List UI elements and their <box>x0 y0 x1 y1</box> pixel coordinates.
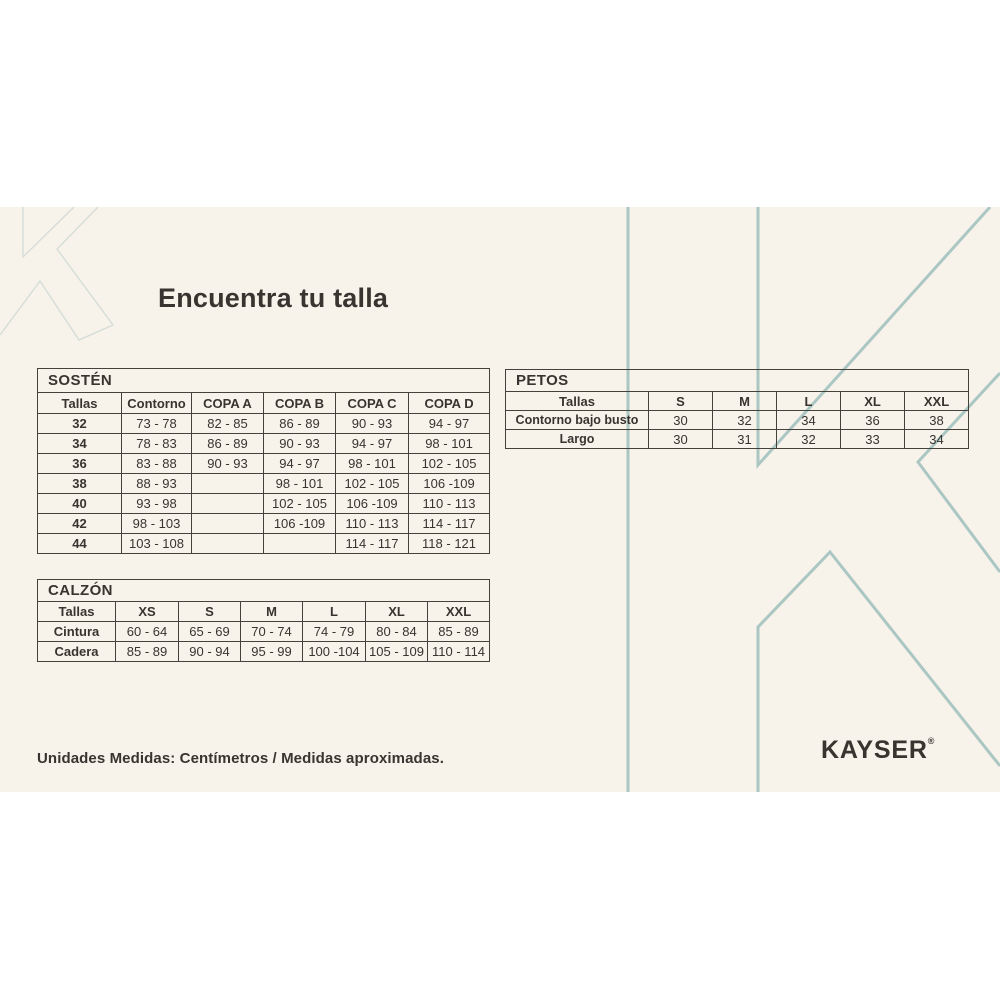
cell: 102 - 105 <box>409 454 490 474</box>
sosten-header-row <box>38 393 490 414</box>
table-row <box>506 430 969 449</box>
row-label: 44 <box>38 534 122 554</box>
table-row <box>38 642 490 662</box>
registered-mark: ® <box>927 736 935 746</box>
cell: 98 - 101 <box>264 474 336 494</box>
cell: 80 - 84 <box>366 622 428 642</box>
cell: 114 - 117 <box>336 534 409 554</box>
row-label: Largo <box>506 430 649 449</box>
cell: 38 <box>905 411 969 430</box>
cell: 106 -109 <box>336 494 409 514</box>
calzon-header-row <box>38 602 490 622</box>
cell: 94 - 97 <box>264 454 336 474</box>
cell: 90 - 93 <box>336 414 409 434</box>
row-label: 32 <box>38 414 122 434</box>
cell: 88 - 93 <box>122 474 192 494</box>
table-row <box>38 474 490 494</box>
cell: 85 - 89 <box>428 622 490 642</box>
cell: 30 <box>649 411 713 430</box>
header-cell: S <box>649 392 713 411</box>
letterbox-top <box>0 0 1000 207</box>
cell: 31 <box>713 430 777 449</box>
cell: 30 <box>649 430 713 449</box>
calzon-table-title: CALZÓN <box>38 580 490 602</box>
cell: 34 <box>777 411 841 430</box>
cell: 94 - 97 <box>336 434 409 454</box>
row-label: 38 <box>38 474 122 494</box>
letterbox-bottom <box>0 792 1000 1000</box>
table-row <box>38 454 490 474</box>
header-cell: M <box>713 392 777 411</box>
table-row <box>38 434 490 454</box>
header-cell: Tallas <box>38 602 116 622</box>
cell: 106 -109 <box>409 474 490 494</box>
cell: 95 - 99 <box>241 642 303 662</box>
cell: 98 - 101 <box>409 434 490 454</box>
header-cell: XL <box>366 602 428 622</box>
petos-header-row <box>506 392 969 411</box>
cell: 60 - 64 <box>116 622 179 642</box>
row-label: Contorno bajo busto <box>506 411 649 430</box>
header-cell: L <box>777 392 841 411</box>
cell: 86 - 89 <box>192 434 264 454</box>
header-cell: XS <box>116 602 179 622</box>
row-label: Cintura <box>38 622 116 642</box>
cell: 86 - 89 <box>264 414 336 434</box>
cell: 102 - 105 <box>336 474 409 494</box>
decor-k-left-icon <box>0 207 113 340</box>
cell: 103 - 108 <box>122 534 192 554</box>
cell: 70 - 74 <box>241 622 303 642</box>
cell: 98 - 101 <box>336 454 409 474</box>
row-label: 42 <box>38 514 122 534</box>
table-row <box>506 411 969 430</box>
calzon-title-row <box>38 580 490 602</box>
cell: 78 - 83 <box>122 434 192 454</box>
cell: 93 - 98 <box>122 494 192 514</box>
row-label: 34 <box>38 434 122 454</box>
petos-title-row <box>506 370 969 392</box>
cell: 90 - 93 <box>264 434 336 454</box>
cell: 32 <box>777 430 841 449</box>
cell <box>192 474 264 494</box>
cell: 118 - 121 <box>409 534 490 554</box>
cell: 100 -104 <box>303 642 366 662</box>
calzon-table <box>37 579 490 662</box>
row-label: 36 <box>38 454 122 474</box>
cell: 65 - 69 <box>179 622 241 642</box>
cell: 110 - 113 <box>336 514 409 534</box>
header-cell: XL <box>841 392 905 411</box>
petos-table <box>505 369 969 449</box>
header-cell: XXL <box>428 602 490 622</box>
table-row <box>38 514 490 534</box>
cell: 36 <box>841 411 905 430</box>
cell: 32 <box>713 411 777 430</box>
cell <box>192 494 264 514</box>
sosten-table-title: SOSTÉN <box>38 369 490 393</box>
table-row <box>38 494 490 514</box>
header-cell: COPA C <box>336 393 409 414</box>
cell: 90 - 94 <box>179 642 241 662</box>
header-cell: L <box>303 602 366 622</box>
cell <box>192 514 264 534</box>
table-row <box>38 534 490 554</box>
header-cell: Contorno <box>122 393 192 414</box>
brand-name: KAYSER <box>821 736 928 764</box>
units-note: Unidades Medidas: Centímetros / Medidas aproximadas. <box>37 750 444 767</box>
cell: 102 - 105 <box>264 494 336 514</box>
cell: 34 <box>905 430 969 449</box>
header-cell: M <box>241 602 303 622</box>
cell: 98 - 103 <box>122 514 192 534</box>
content-area <box>0 207 1000 792</box>
row-label: Cadera <box>38 642 116 662</box>
cell: 90 - 93 <box>192 454 264 474</box>
cell: 74 - 79 <box>303 622 366 642</box>
page-title: Encuentra tu talla <box>158 283 389 314</box>
cell: 110 - 114 <box>428 642 490 662</box>
brand-logo <box>821 736 934 765</box>
sosten-title-row <box>38 369 490 393</box>
header-cell: S <box>179 602 241 622</box>
cell: 94 - 97 <box>409 414 490 434</box>
decor-k-right-icon <box>628 207 1000 792</box>
table-row <box>38 622 490 642</box>
cell: 83 - 88 <box>122 454 192 474</box>
header-cell: Tallas <box>38 393 122 414</box>
cell: 82 - 85 <box>192 414 264 434</box>
cell: 33 <box>841 430 905 449</box>
cell: 85 - 89 <box>116 642 179 662</box>
petos-table-title: PETOS <box>506 370 969 392</box>
cell: 73 - 78 <box>122 414 192 434</box>
cell: 110 - 113 <box>409 494 490 514</box>
cell: 114 - 117 <box>409 514 490 534</box>
sosten-table <box>37 368 490 554</box>
cell <box>192 534 264 554</box>
header-cell: COPA A <box>192 393 264 414</box>
table-row <box>38 414 490 434</box>
row-label: 40 <box>38 494 122 514</box>
header-cell: COPA D <box>409 393 490 414</box>
header-cell: COPA B <box>264 393 336 414</box>
cell <box>264 534 336 554</box>
header-cell: XXL <box>905 392 969 411</box>
cell: 106 -109 <box>264 514 336 534</box>
cell: 105 - 109 <box>366 642 428 662</box>
header-cell: Tallas <box>506 392 649 411</box>
